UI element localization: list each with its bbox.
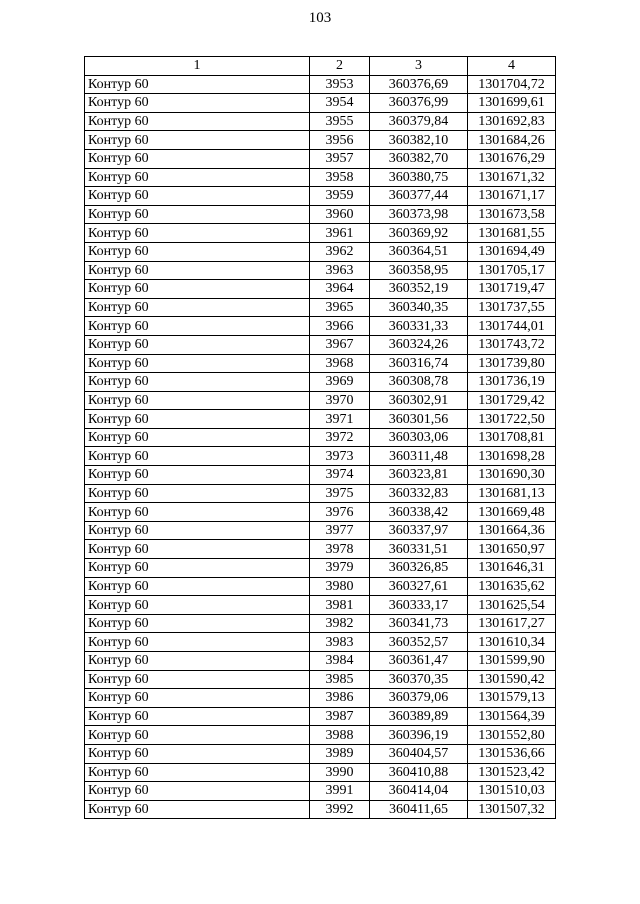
- x-coordinate-cell: 360352,57: [370, 633, 468, 652]
- table-row: [85, 447, 556, 466]
- point-number-cell: 3987: [310, 707, 370, 726]
- x-coordinate-cell: 360326,85: [370, 559, 468, 578]
- contour-name-cell: Контур 60: [85, 261, 310, 280]
- contour-name-cell: Контур 60: [85, 763, 310, 782]
- table-row: [85, 205, 556, 224]
- column-header-3: 3: [370, 57, 468, 76]
- contour-name-cell: Контур 60: [85, 205, 310, 224]
- table-row: [85, 503, 556, 522]
- point-number-cell: 3956: [310, 131, 370, 150]
- table-row: [85, 168, 556, 187]
- table-row: [85, 280, 556, 299]
- y-coordinate-cell: 1301744,01: [468, 317, 556, 336]
- x-coordinate-cell: 360358,95: [370, 261, 468, 280]
- x-coordinate-cell: 360303,06: [370, 428, 468, 447]
- y-coordinate-cell: 1301698,28: [468, 447, 556, 466]
- point-number-cell: 3969: [310, 373, 370, 392]
- point-number-cell: 3992: [310, 800, 370, 819]
- table-row: [85, 373, 556, 392]
- y-coordinate-cell: 1301673,58: [468, 205, 556, 224]
- x-coordinate-cell: 360301,56: [370, 410, 468, 429]
- table-row: [85, 317, 556, 336]
- point-number-cell: 3984: [310, 652, 370, 671]
- contour-name-cell: Контур 60: [85, 75, 310, 94]
- table-row: [85, 131, 556, 150]
- y-coordinate-cell: 1301507,32: [468, 800, 556, 819]
- point-number-cell: 3964: [310, 280, 370, 299]
- contour-name-cell: Контур 60: [85, 131, 310, 150]
- y-coordinate-cell: 1301536,66: [468, 744, 556, 763]
- table-row: [85, 428, 556, 447]
- contour-name-cell: Контур 60: [85, 373, 310, 392]
- point-number-cell: 3963: [310, 261, 370, 280]
- y-coordinate-cell: 1301684,26: [468, 131, 556, 150]
- y-coordinate-cell: 1301671,32: [468, 168, 556, 187]
- x-coordinate-cell: 360302,91: [370, 391, 468, 410]
- point-number-cell: 3971: [310, 410, 370, 429]
- contour-name-cell: Контур 60: [85, 354, 310, 373]
- table-row: [85, 744, 556, 763]
- point-number-cell: 3990: [310, 763, 370, 782]
- y-coordinate-cell: 1301681,55: [468, 224, 556, 243]
- table-row: [85, 94, 556, 113]
- x-coordinate-cell: 360333,17: [370, 596, 468, 615]
- table-row: [85, 689, 556, 708]
- y-coordinate-cell: 1301737,55: [468, 298, 556, 317]
- contour-name-cell: Контур 60: [85, 224, 310, 243]
- point-number-cell: 3989: [310, 744, 370, 763]
- table-row: [85, 782, 556, 801]
- table-header: [85, 57, 556, 76]
- contour-name-cell: Контур 60: [85, 596, 310, 615]
- y-coordinate-cell: 1301617,27: [468, 614, 556, 633]
- table-row: [85, 652, 556, 671]
- table-row: [85, 224, 556, 243]
- table-row: [85, 149, 556, 168]
- table-row: [85, 261, 556, 280]
- y-coordinate-cell: 1301681,13: [468, 484, 556, 503]
- y-coordinate-cell: 1301704,72: [468, 75, 556, 94]
- x-coordinate-cell: 360341,73: [370, 614, 468, 633]
- x-coordinate-cell: 360414,04: [370, 782, 468, 801]
- point-number-cell: 3983: [310, 633, 370, 652]
- point-number-cell: 3972: [310, 428, 370, 447]
- point-number-cell: 3970: [310, 391, 370, 410]
- contour-name-cell: Контур 60: [85, 447, 310, 466]
- point-number-cell: 3988: [310, 726, 370, 745]
- x-coordinate-cell: 360331,51: [370, 540, 468, 559]
- contour-name-cell: Контур 60: [85, 744, 310, 763]
- y-coordinate-cell: 1301579,13: [468, 689, 556, 708]
- contour-name-cell: Контур 60: [85, 242, 310, 261]
- table-row: [85, 242, 556, 261]
- point-number-cell: 3962: [310, 242, 370, 261]
- table-row: [85, 391, 556, 410]
- contour-name-cell: Контур 60: [85, 559, 310, 578]
- point-number-cell: 3975: [310, 484, 370, 503]
- table-row: [85, 596, 556, 615]
- table-row: [85, 112, 556, 131]
- point-number-cell: 3991: [310, 782, 370, 801]
- table-row: [85, 670, 556, 689]
- y-coordinate-cell: 1301739,80: [468, 354, 556, 373]
- x-coordinate-cell: 360379,06: [370, 689, 468, 708]
- table-row: [85, 354, 556, 373]
- table-row: [85, 187, 556, 206]
- table-row: [85, 410, 556, 429]
- x-coordinate-cell: 360323,81: [370, 466, 468, 485]
- x-coordinate-cell: 360411,65: [370, 800, 468, 819]
- contour-name-cell: Контур 60: [85, 280, 310, 299]
- point-number-cell: 3981: [310, 596, 370, 615]
- contour-name-cell: Контур 60: [85, 484, 310, 503]
- x-coordinate-cell: 360364,51: [370, 242, 468, 261]
- table-row: [85, 521, 556, 540]
- x-coordinate-cell: 360410,88: [370, 763, 468, 782]
- contour-name-cell: Контур 60: [85, 335, 310, 354]
- y-coordinate-cell: 1301705,17: [468, 261, 556, 280]
- y-coordinate-cell: 1301694,49: [468, 242, 556, 261]
- contour-name-cell: Контур 60: [85, 168, 310, 187]
- x-coordinate-cell: 360379,84: [370, 112, 468, 131]
- point-number-cell: 3966: [310, 317, 370, 336]
- point-number-cell: 3985: [310, 670, 370, 689]
- y-coordinate-cell: 1301743,72: [468, 335, 556, 354]
- point-number-cell: 3968: [310, 354, 370, 373]
- y-coordinate-cell: 1301722,50: [468, 410, 556, 429]
- point-number-cell: 3955: [310, 112, 370, 131]
- contour-name-cell: Контур 60: [85, 521, 310, 540]
- point-number-cell: 3965: [310, 298, 370, 317]
- y-coordinate-cell: 1301676,29: [468, 149, 556, 168]
- contour-name-cell: Контур 60: [85, 540, 310, 559]
- x-coordinate-cell: 360316,74: [370, 354, 468, 373]
- contour-name-cell: Контур 60: [85, 317, 310, 336]
- contour-name-cell: Контур 60: [85, 503, 310, 522]
- contour-name-cell: Контур 60: [85, 614, 310, 633]
- point-number-cell: 3982: [310, 614, 370, 633]
- x-coordinate-cell: 360337,97: [370, 521, 468, 540]
- point-number-cell: 3954: [310, 94, 370, 113]
- y-coordinate-cell: 1301664,36: [468, 521, 556, 540]
- table-row: [85, 800, 556, 819]
- x-coordinate-cell: 360376,99: [370, 94, 468, 113]
- contour-name-cell: Контур 60: [85, 94, 310, 113]
- y-coordinate-cell: 1301729,42: [468, 391, 556, 410]
- y-coordinate-cell: 1301708,81: [468, 428, 556, 447]
- column-header-4: 4: [468, 57, 556, 76]
- point-number-cell: 3973: [310, 447, 370, 466]
- y-coordinate-cell: 1301669,48: [468, 503, 556, 522]
- x-coordinate-cell: 360332,83: [370, 484, 468, 503]
- table-row: [85, 466, 556, 485]
- contour-name-cell: Контур 60: [85, 187, 310, 206]
- contour-name-cell: Контур 60: [85, 428, 310, 447]
- y-coordinate-cell: 1301699,61: [468, 94, 556, 113]
- page-number: 103: [308, 10, 332, 26]
- point-number-cell: 3977: [310, 521, 370, 540]
- table-row: [85, 335, 556, 354]
- column-header-2: 2: [310, 57, 370, 76]
- y-coordinate-cell: 1301552,80: [468, 726, 556, 745]
- point-number-cell: 3974: [310, 466, 370, 485]
- x-coordinate-cell: 360380,75: [370, 168, 468, 187]
- y-coordinate-cell: 1301692,83: [468, 112, 556, 131]
- y-coordinate-cell: 1301599,90: [468, 652, 556, 671]
- y-coordinate-cell: 1301671,17: [468, 187, 556, 206]
- x-coordinate-cell: 360373,98: [370, 205, 468, 224]
- y-coordinate-cell: 1301650,97: [468, 540, 556, 559]
- contour-name-cell: Контур 60: [85, 670, 310, 689]
- x-coordinate-cell: 360382,70: [370, 149, 468, 168]
- x-coordinate-cell: 360338,42: [370, 503, 468, 522]
- table-body: [85, 75, 556, 819]
- y-coordinate-cell: 1301690,30: [468, 466, 556, 485]
- contour-name-cell: Контур 60: [85, 149, 310, 168]
- table-row: [85, 577, 556, 596]
- y-coordinate-cell: 1301646,31: [468, 559, 556, 578]
- table-row: [85, 540, 556, 559]
- contour-name-cell: Контур 60: [85, 707, 310, 726]
- point-number-cell: 3959: [310, 187, 370, 206]
- x-coordinate-cell: 360382,10: [370, 131, 468, 150]
- table-row: [85, 614, 556, 633]
- contour-name-cell: Контур 60: [85, 298, 310, 317]
- contour-name-cell: Контур 60: [85, 112, 310, 131]
- table-row: [85, 298, 556, 317]
- point-number-cell: 3960: [310, 205, 370, 224]
- x-coordinate-cell: 360370,35: [370, 670, 468, 689]
- y-coordinate-cell: 1301523,42: [468, 763, 556, 782]
- contour-name-cell: Контур 60: [85, 726, 310, 745]
- x-coordinate-cell: 360331,33: [370, 317, 468, 336]
- contour-name-cell: Контур 60: [85, 652, 310, 671]
- y-coordinate-cell: 1301610,34: [468, 633, 556, 652]
- table-row: [85, 763, 556, 782]
- contour-name-cell: Контур 60: [85, 391, 310, 410]
- x-coordinate-cell: 360311,48: [370, 447, 468, 466]
- contour-name-cell: Контур 60: [85, 577, 310, 596]
- x-coordinate-cell: 360352,19: [370, 280, 468, 299]
- x-coordinate-cell: 360377,44: [370, 187, 468, 206]
- table-row: [85, 707, 556, 726]
- contour-name-cell: Контур 60: [85, 782, 310, 801]
- x-coordinate-cell: 360340,35: [370, 298, 468, 317]
- table-row: [85, 559, 556, 578]
- y-coordinate-cell: 1301625,54: [468, 596, 556, 615]
- table-row: [85, 484, 556, 503]
- y-coordinate-cell: 1301510,03: [468, 782, 556, 801]
- contour-name-cell: Контур 60: [85, 466, 310, 485]
- y-coordinate-cell: 1301590,42: [468, 670, 556, 689]
- x-coordinate-cell: 360369,92: [370, 224, 468, 243]
- x-coordinate-cell: 360361,47: [370, 652, 468, 671]
- contour-name-cell: Контур 60: [85, 800, 310, 819]
- point-number-cell: 3957: [310, 149, 370, 168]
- point-number-cell: 3978: [310, 540, 370, 559]
- x-coordinate-cell: 360404,57: [370, 744, 468, 763]
- x-coordinate-cell: 360324,26: [370, 335, 468, 354]
- x-coordinate-cell: 360389,89: [370, 707, 468, 726]
- y-coordinate-cell: 1301564,39: [468, 707, 556, 726]
- column-header-1: 1: [85, 57, 310, 76]
- contour-name-cell: Контур 60: [85, 689, 310, 708]
- y-coordinate-cell: 1301736,19: [468, 373, 556, 392]
- point-number-cell: 3961: [310, 224, 370, 243]
- table-row: [85, 726, 556, 745]
- point-number-cell: 3980: [310, 577, 370, 596]
- point-number-cell: 3953: [310, 75, 370, 94]
- y-coordinate-cell: 1301719,47: [468, 280, 556, 299]
- contour-name-cell: Контур 60: [85, 410, 310, 429]
- header-row: [85, 57, 556, 76]
- coordinates-table: [84, 56, 556, 819]
- y-coordinate-cell: 1301635,62: [468, 577, 556, 596]
- x-coordinate-cell: 360376,69: [370, 75, 468, 94]
- point-number-cell: 3986: [310, 689, 370, 708]
- x-coordinate-cell: 360327,61: [370, 577, 468, 596]
- table-row: [85, 75, 556, 94]
- x-coordinate-cell: 360308,78: [370, 373, 468, 392]
- point-number-cell: 3967: [310, 335, 370, 354]
- point-number-cell: 3976: [310, 503, 370, 522]
- x-coordinate-cell: 360396,19: [370, 726, 468, 745]
- contour-name-cell: Контур 60: [85, 633, 310, 652]
- point-number-cell: 3958: [310, 168, 370, 187]
- point-number-cell: 3979: [310, 559, 370, 578]
- table-row: [85, 633, 556, 652]
